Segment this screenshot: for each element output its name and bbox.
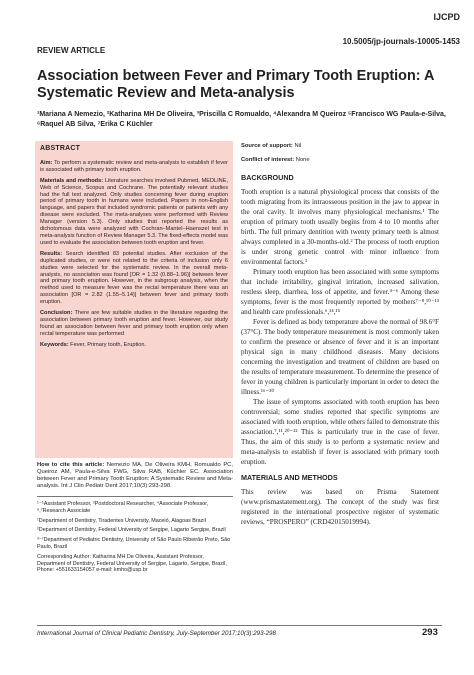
how-to-cite: How to cite this article: Nemezio MA, De Oliveira KMH, Romualdo PC, Queiroz AM, Paula-e-Silva FWG, Silva RAB, Küchler EC. Association between Fever and Primary Tooth Eruption: A Systematic Review and Meta-analysis. Int J Clin Pediatr Dent 2017;10(3):293-298. bbox=[37, 462, 233, 489]
page-number: 293 bbox=[422, 627, 438, 638]
author-list: ¹Mariana A Nemezio, ²Katharina MH De Oliveira, ³Priscilla C Romualdo, ⁴Alexandra M Queiroz ⁵Francisco WG Paula-e-Silva, ⁶Raquel AB Silva, ⁷Erika C Küchler bbox=[37, 111, 446, 128]
background-paragraph: Primary tooth eruption has been associated with some symptoms that include irritability, gingival irritation, increased salivation, restless sleep, diarrhea, loss of appetite, and fever.⁴⁻⁶ Among these symptoms, fever is the most frequently reported by mothers⁷⁻⁸,¹⁰⁻¹³ and health care professionals.⁶,¹⁴,¹⁵ bbox=[241, 268, 439, 316]
article-type: REVIEW ARTICLE bbox=[37, 46, 106, 55]
methods-paragraph: This review was based on Prisma Statement (www.prismastatement.org). The concept of the study was first registered in the international prospective register of systematic reviews, “PROSPERO” (CRD42015019994). bbox=[241, 488, 439, 526]
abstract bbox=[40, 146, 228, 353]
abstract-keywords: Keywords: Fever, Primary tooth, Eruption. bbox=[40, 341, 147, 348]
affiliation-divider bbox=[37, 496, 233, 497]
corresponding-author: Corresponding Author: Katharina MH De Oliveira, Assistant Professor, Department of Dentistry, Federal University of Sergipe, Lagarto, Sergipe, Brazil, Phone: +551633154057 e-mail: kmho@usp.br bbox=[37, 553, 227, 574]
doi[interactable]: 10.5005/jp-journals-10005-1453 bbox=[342, 37, 460, 46]
background-paragraph: The issue of symptoms associated with tooth eruption has been controversial; some studies reported that specific symptoms are associated with tooth eruption, while others failed to demonstrate this association.⁷,¹¹,²⁰⁻²² This is particularly true in the case of fever. Thus, the aim of this study is to perform a systematic review and meta-analysis to establish if fever is associated with primary tooth eruption. bbox=[241, 398, 439, 466]
affiliation-3: ³⁻⁷Department of Pediatric Dentistry, University of São Paulo Ribeirão Preto, São Paulo, Brazil bbox=[37, 537, 231, 550]
abstract-results: Results: Search identified 83 potential studies. After exclusion of the duplicated studies, or were not related to the criteria of inclusion only 6 studies were selected for the systematic review. In the overall meta-analysis, no association was found [OR = 1.32 (0.88–1.96)] between fever and primary tooth eruption. However, in the subgroup analysis, when the method used to measure fever was the rectal temperature there was an association [OR = 2.82 (1.55–5.14)] between fever and primary tooth eruption. bbox=[40, 250, 228, 306]
support-conflict: Source of support: Nil Conflict of interest: None bbox=[241, 143, 310, 163]
footer-journal: International Journal of Clinical Pediatric Dentistry, July-September 2017;10(3):293-298 bbox=[37, 630, 276, 637]
body-column bbox=[241, 141, 439, 527]
abstract-methods: Materials and methods: Literature searches involved Pubmed, MEDLINE, Web of Science, Scopus and Cochrane. The potentially relevant studies had the full text analyzed. Only studies concerning fever during eruption period of primary tooth in humans were included. Papers in non-English language, and papers that included syndromic patients or patients with any disease were excluded. The meta-analyses were performed with Review Manager (version 5.3). Only studies that reported the results as dichotomous data were analyzed with Cochran–Mantel–Haenszel test in meta-analysis function of Review Manager 5.3. The fixed-effects model was used to evaluate the association between tooth eruption and fever. bbox=[40, 177, 228, 246]
affiliation-2: ²Department of Dentistry, Federal University of Sergipe, Lagarto Sergipe, Brazil bbox=[37, 527, 226, 534]
affiliation-roles: ¹⁻⁵Assistant Professor, ²Postdoctoral Researcher, ⁴Associate Professor, ⁶,⁷Research Associate bbox=[37, 501, 209, 514]
abstract-aim: Aim: To perform a systematic review and meta-analysis to establish if fever is associated with primary tooth eruption. bbox=[40, 159, 228, 173]
affiliation-1: ¹Department of Dentistry, Tiradentes University, Maceió, Alagoas Brazil bbox=[37, 517, 206, 524]
journal-code: IJCPD bbox=[433, 12, 460, 22]
abstract-conclusion: Conclusion: There are few suitable studies in the literature regarding the association between primary tooth eruption and fever. However, our study found an association between fever and primary tooth eruption only when rectal temperature was performed bbox=[40, 310, 228, 337]
affiliations bbox=[37, 501, 233, 577]
background-heading: BACKGROUND bbox=[241, 173, 294, 182]
article-title: Association between Fever and Primary Tooth Eruption: A Systematic Review and Meta-analysis bbox=[37, 68, 434, 101]
background-paragraph: Tooth eruption is a natural physiological process that consists of the tooth migrating from its intraosseous position in the jaw to appear in the oral cavity. It involves many physiological mechanisms.¹ The eruption of primary tooth usually begins from 4 to 10 months after birth. The full primary dentition with twenty primary teeth is almost always completed in a 30-months-old.² The process of tooth eruption is under strong genetic control with minor influence from environmental factors.³ bbox=[241, 188, 439, 266]
background-paragraph: Fever is defined as body temperature above the normal of 98.6°F (37°C). The body temperature measurement is most commonly taken to confirm the presence or absence of fever and it is an important physical sign in many childhood diseases. Many decisions concerning the investigation and treatment of children are based on the results of temperature measurement. To determine the presence of fever in young children is particularly important in order to detect the illness.¹⁶⁻²⁰ bbox=[241, 318, 439, 396]
footer-divider bbox=[37, 625, 442, 626]
methods-heading: MATERIALS AND METHODS bbox=[241, 473, 338, 482]
abstract-heading: ABSTRACT bbox=[40, 145, 81, 152]
